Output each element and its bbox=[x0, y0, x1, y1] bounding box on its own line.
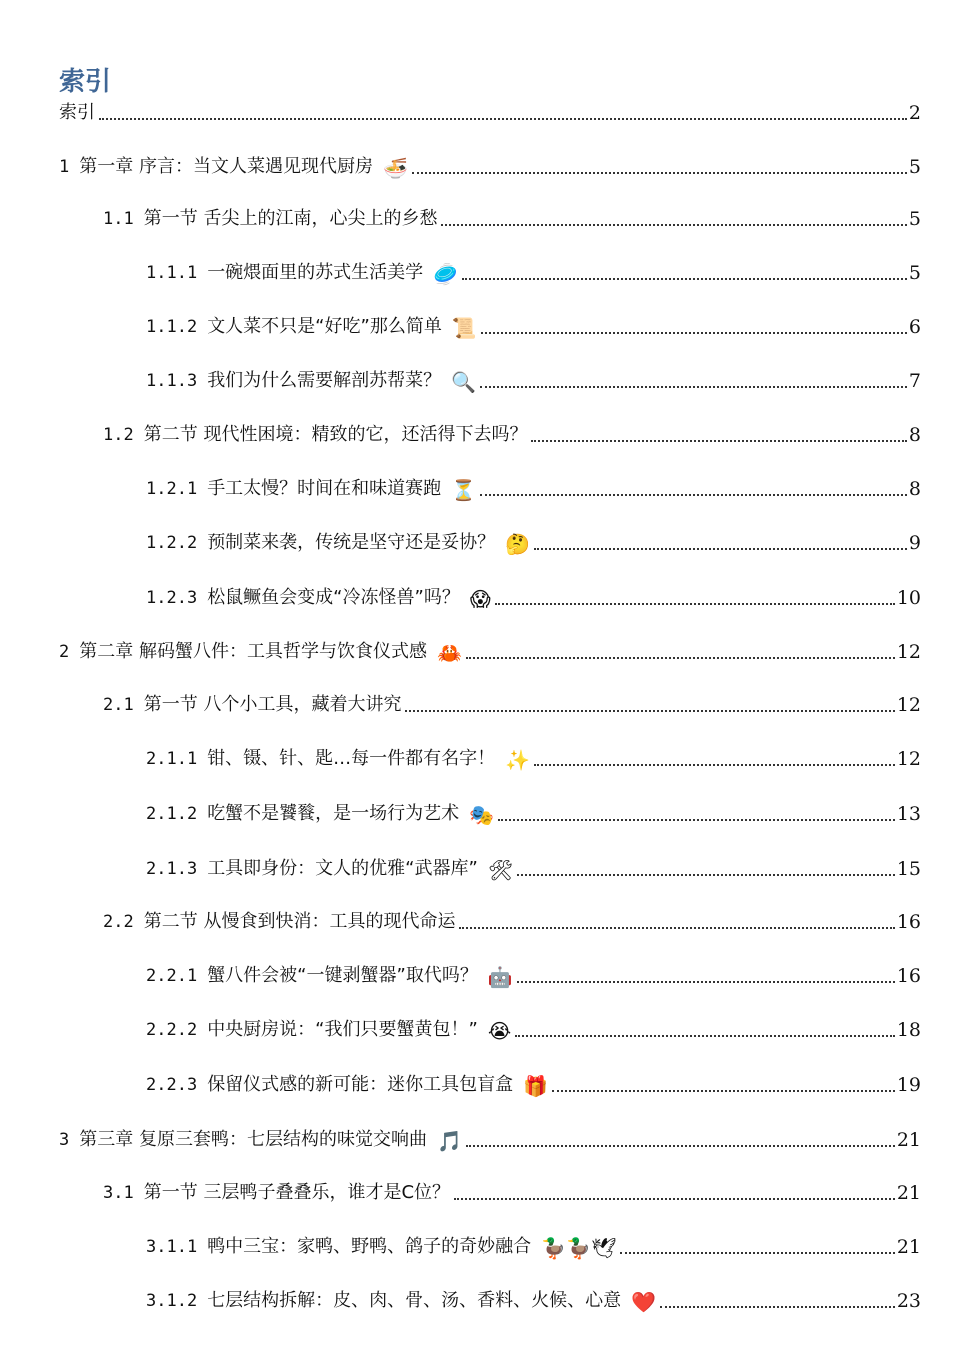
toc-entry-number: 1 bbox=[59, 157, 70, 177]
dot-leader bbox=[405, 710, 894, 712]
toc-entry[interactable] bbox=[146, 1013, 921, 1043]
emoji-icon: 🎭 bbox=[469, 803, 495, 827]
emoji-icon: ✨ bbox=[505, 748, 531, 772]
toc-entry-label: 钳、镊、针、匙…每一件都有名字！ bbox=[207, 748, 496, 769]
toc-entry-label: 中央厨房说：“我们只要蟹黄包！” bbox=[207, 1019, 478, 1040]
toc-entry-page-number: 21 bbox=[896, 1236, 921, 1258]
emoji-icon: 📜 bbox=[451, 316, 477, 340]
toc-entry-page-number: 10 bbox=[896, 587, 921, 609]
toc-entry-label: 第二章 解码蟹八件：工具哲学与饮食仪式感 bbox=[79, 641, 427, 662]
dot-leader bbox=[481, 332, 907, 334]
toc-entry-page-number: 2 bbox=[908, 102, 921, 124]
toc-entry-page-number: 19 bbox=[896, 1074, 921, 1096]
dot-leader bbox=[459, 927, 894, 929]
toc-entry-label: 预制菜来袭，传统是坚守还是妥协？ bbox=[207, 532, 496, 553]
toc-entry[interactable] bbox=[146, 256, 921, 286]
emoji-icon: 🎵 bbox=[436, 1129, 462, 1153]
toc-entry-number: 3.1 bbox=[103, 1183, 134, 1203]
toc-entry-label: 第三章 复原三套鸭：七层结构的味觉交响曲 bbox=[79, 1129, 427, 1150]
toc-entry[interactable] bbox=[146, 1230, 921, 1260]
toc-entry-label: 一碗煨面里的苏式生活美学 bbox=[207, 262, 424, 283]
toc-entry[interactable] bbox=[103, 688, 921, 718]
toc-entry-page-number: 7 bbox=[908, 370, 921, 392]
toc-entry[interactable] bbox=[146, 472, 921, 502]
toc-entry[interactable] bbox=[103, 1176, 921, 1206]
toc-entry-page-number: 8 bbox=[908, 424, 921, 446]
dot-leader bbox=[454, 1198, 895, 1200]
toc-entry-page-number: 21 bbox=[896, 1182, 921, 1204]
toc-entry-number: 3.1.2 bbox=[146, 1291, 198, 1311]
toc-entry-label: 第二节 从慢食到快消：工具的现代命运 bbox=[143, 911, 456, 932]
toc-entry-label: 吃蟹不是饕餮，是一场行为艺术 bbox=[207, 803, 460, 824]
dot-leader bbox=[99, 118, 907, 120]
toc-entry-page-number: 15 bbox=[896, 858, 921, 880]
emoji-icon: ❤️ bbox=[631, 1290, 657, 1314]
toc-entry-number: 2.2.3 bbox=[146, 1075, 198, 1095]
dot-leader bbox=[466, 1145, 895, 1147]
dot-leader bbox=[531, 440, 906, 442]
emoji-icon: 🦆🦆🕊 bbox=[541, 1236, 617, 1260]
toc-entry[interactable] bbox=[59, 96, 921, 126]
dot-leader bbox=[534, 548, 907, 550]
toc-entry-number: 1.1.3 bbox=[146, 371, 198, 391]
toc-entry-label: 手工太慢？时间在和味道赛跑 bbox=[207, 478, 442, 499]
toc-entry-page-number: 18 bbox=[896, 1019, 921, 1041]
toc-entry-number: 1.2.2 bbox=[146, 533, 198, 553]
dot-leader bbox=[552, 1090, 895, 1092]
dot-leader bbox=[480, 386, 907, 388]
dot-leader bbox=[498, 819, 895, 821]
toc-entry[interactable] bbox=[59, 635, 921, 665]
emoji-icon: 😭 bbox=[487, 1019, 512, 1043]
toc-entry-number: 2.2 bbox=[103, 912, 134, 932]
toc-entry[interactable] bbox=[146, 852, 921, 882]
toc-entry-page-number: 13 bbox=[896, 803, 921, 825]
emoji-icon: 🎁 bbox=[523, 1074, 549, 1098]
emoji-icon: 🍜 bbox=[382, 156, 408, 180]
dot-leader bbox=[660, 1306, 895, 1308]
dot-leader bbox=[620, 1252, 894, 1254]
dot-leader bbox=[462, 278, 907, 280]
toc-entry-page-number: 12 bbox=[896, 748, 921, 770]
toc-entry[interactable] bbox=[103, 905, 921, 935]
dot-leader bbox=[517, 981, 895, 983]
toc-entry-page-number: 5 bbox=[908, 156, 921, 178]
toc-entry-number: 2.2.2 bbox=[146, 1020, 198, 1040]
toc-entry-label: 索引 bbox=[59, 102, 95, 123]
toc-entry[interactable] bbox=[103, 418, 921, 448]
toc-entry-label: 第一节 三层鸭子叠叠乐，谁才是C位？ bbox=[143, 1182, 451, 1203]
toc-entry-number: 1.1.2 bbox=[146, 317, 198, 337]
toc-entry-number: 1.1 bbox=[103, 209, 134, 229]
toc-entry-label: 第一章 序言：当文人菜遇见现代厨房 bbox=[79, 156, 373, 177]
toc-entry-label: 文人菜不只是“好吃”那么简单 bbox=[207, 316, 442, 337]
toc-entry[interactable] bbox=[146, 959, 921, 989]
toc-entry-page-number: 9 bbox=[908, 532, 921, 554]
toc-entry-label: 第二节 现代性困境：精致的它，还活得下去吗？ bbox=[143, 424, 528, 445]
toc-entry[interactable] bbox=[146, 310, 921, 340]
toc-entry-label: 保留仪式感的新可能：迷你工具包盲盒 bbox=[207, 1074, 514, 1095]
toc-entry[interactable] bbox=[146, 526, 921, 556]
toc-entry-number: 2.1 bbox=[103, 695, 134, 715]
dot-leader bbox=[517, 874, 895, 876]
emoji-icon: 🔍 bbox=[451, 370, 477, 394]
toc-entry-number: 2.1.2 bbox=[146, 804, 198, 824]
toc-entry[interactable] bbox=[146, 364, 921, 394]
toc-entry-number: 1.2.1 bbox=[146, 479, 198, 499]
emoji-icon: ⏳ bbox=[451, 478, 477, 502]
toc-entry[interactable] bbox=[146, 1068, 921, 1098]
toc-entry-label: 第一节 舌尖上的江南，心尖上的乡愁 bbox=[143, 208, 438, 229]
toc-entry[interactable] bbox=[146, 797, 921, 827]
emoji-icon: 🤔 bbox=[505, 532, 531, 556]
dot-leader bbox=[480, 494, 907, 496]
emoji-icon: 🛠 bbox=[487, 858, 514, 882]
toc-entry-label: 松鼠鳜鱼会变成“冷冻怪兽”吗？ bbox=[207, 587, 460, 608]
toc-entry-page-number: 16 bbox=[896, 911, 921, 933]
toc-entry-page-number: 23 bbox=[896, 1290, 921, 1312]
toc-entry[interactable] bbox=[103, 202, 921, 232]
dot-leader bbox=[534, 764, 895, 766]
toc-entry-label: 第一节 八个小工具，藏着大讲究 bbox=[143, 694, 402, 715]
dot-leader bbox=[412, 172, 907, 174]
toc-entry-label: 七层结构拆解：皮、肉、骨、汤、香料、火候、心意 bbox=[207, 1290, 622, 1311]
toc-entry-label: 我们为什么需要解剖苏帮菜？ bbox=[207, 370, 442, 391]
emoji-icon: 🤖 bbox=[487, 965, 513, 989]
toc-entry-number: 1.2.3 bbox=[146, 588, 198, 608]
dot-leader bbox=[495, 603, 895, 605]
toc-entry-page-number: 21 bbox=[896, 1129, 921, 1151]
toc-entry-number: 2.2.1 bbox=[146, 966, 198, 986]
toc-entry-page-number: 5 bbox=[908, 262, 921, 284]
toc-entry-page-number: 6 bbox=[908, 316, 921, 338]
toc-entry-number: 2 bbox=[59, 642, 70, 662]
toc-entry[interactable] bbox=[146, 742, 921, 772]
toc-entry[interactable] bbox=[146, 581, 921, 611]
toc-entry-number: 1.1.1 bbox=[146, 263, 198, 283]
toc-entry-page-number: 8 bbox=[908, 478, 921, 500]
toc-entry-number: 3 bbox=[59, 1130, 70, 1150]
dot-leader bbox=[441, 224, 906, 226]
toc-entry-number: 3.1.1 bbox=[146, 1237, 198, 1257]
toc-entry-number: 1.2 bbox=[103, 425, 134, 445]
dot-leader bbox=[515, 1035, 895, 1037]
dot-leader bbox=[466, 657, 895, 659]
toc-entry-page-number: 12 bbox=[896, 694, 921, 716]
toc-entry-label: 工具即身份：文人的优雅“武器库” bbox=[207, 858, 478, 879]
emoji-icon: 🦀 bbox=[436, 641, 462, 665]
toc-entry-page-number: 12 bbox=[896, 641, 921, 663]
toc-entry[interactable] bbox=[59, 1123, 921, 1153]
toc-entry-number: 2.1.1 bbox=[146, 749, 198, 769]
toc-entry-label: 鸭中三宝：家鸭、野鸭、鸽子的奇妙融合 bbox=[207, 1236, 532, 1257]
toc-entry-page-number: 16 bbox=[896, 965, 921, 987]
toc-entry[interactable] bbox=[146, 1284, 921, 1314]
emoji-icon: 🥏 bbox=[433, 262, 459, 286]
toc-entry-number: 2.1.3 bbox=[146, 859, 198, 879]
toc-entry[interactable] bbox=[59, 150, 921, 180]
toc-entry-label: 蟹八件会被“一键剥蟹器”取代吗？ bbox=[207, 965, 478, 986]
page-title: 索引 bbox=[59, 67, 112, 97]
emoji-icon: 😱 bbox=[469, 587, 491, 611]
toc-entry-page-number: 5 bbox=[908, 208, 921, 230]
